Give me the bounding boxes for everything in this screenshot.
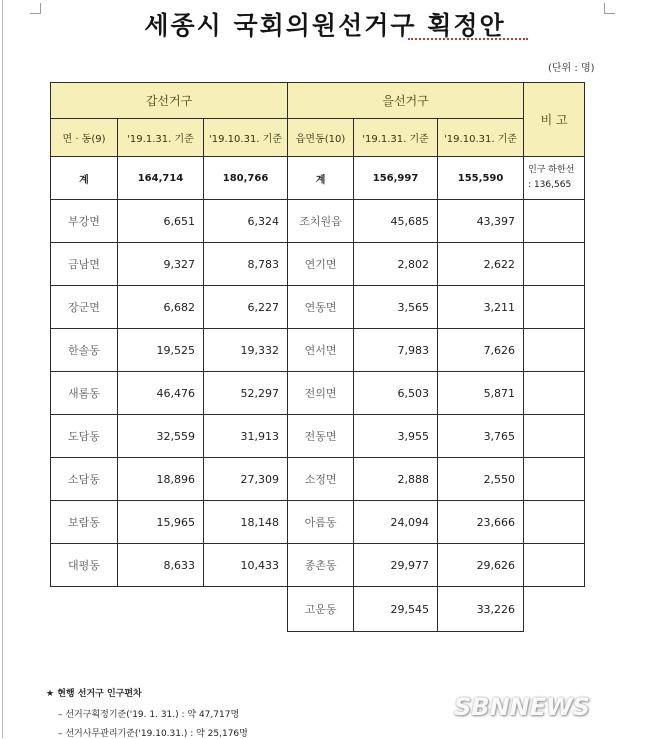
district-b-oct: 33,226: [438, 587, 524, 632]
district-b-jan: 45,685: [354, 200, 438, 243]
district-a-name: 소담동: [51, 458, 118, 501]
district-a-jan: 6,651: [118, 200, 204, 243]
district-a-oct: 19,332: [204, 329, 288, 372]
footnote-line2: – 선거사무관리기준('19.10.31.) : 약 25,176명: [58, 729, 248, 739]
district-b-oct: 23,666: [438, 501, 524, 544]
footnote-title: ★ 현행 선거구 인구편차: [46, 689, 142, 699]
remarks-cell: [524, 286, 585, 329]
spellcheck-underline: [408, 38, 528, 40]
district-a-jan: 18,896: [118, 458, 204, 501]
district-b-name: 소정면: [288, 458, 354, 501]
remarks-cell: [524, 243, 585, 286]
district-a-name: 새롬동: [51, 372, 118, 415]
col-header: '19.10.31. 기준: [204, 119, 288, 157]
district-b-name: 연동면: [288, 286, 354, 329]
district-a-jan: 6,682: [118, 286, 204, 329]
district-b-oct: 2,622: [438, 243, 524, 286]
group-a-header: 갑선거구: [51, 83, 288, 119]
district-b-name: 고운동: [288, 587, 354, 632]
district-b-name: 연기면: [288, 243, 354, 286]
note-line2: : 136,565: [528, 180, 572, 190]
district-a-name: 장군면: [51, 286, 118, 329]
remarks-cell: [524, 415, 585, 458]
table-row: [51, 415, 585, 458]
district-a-name: 보람동: [51, 501, 118, 544]
total-label-a: 계: [51, 157, 118, 200]
col-header: '19.1.31. 기준: [118, 119, 204, 157]
empty-cell: [118, 587, 204, 632]
document-title: 세종시 국회의원선거구 획정안: [144, 11, 506, 40]
population-floor-note: [524, 157, 585, 200]
remarks-header: 비 고: [524, 83, 585, 157]
district-a-oct: 10,433: [204, 544, 288, 587]
remarks-cell: [524, 458, 585, 501]
col-header: '19.10.31. 기준: [438, 119, 524, 157]
district-a-name: 금남면: [51, 243, 118, 286]
district-b-name: 아름동: [288, 501, 354, 544]
note-line1: 인구 하한선: [528, 165, 575, 175]
remarks-cell: [524, 372, 585, 415]
district-a-oct: 27,309: [204, 458, 288, 501]
district-a-jan: 15,965: [118, 501, 204, 544]
table-row: [51, 587, 585, 632]
district-b-name: 종촌동: [288, 544, 354, 587]
district-b-oct: 3,765: [438, 415, 524, 458]
district-a-oct: 18,148: [204, 501, 288, 544]
table-row: [51, 372, 585, 415]
remarks-cell: [524, 501, 585, 544]
district-b-oct: 5,871: [438, 372, 524, 415]
district-b-jan: 29,545: [354, 587, 438, 632]
remarks-cell: [524, 329, 585, 372]
table-row: [51, 329, 585, 372]
table-row: [51, 501, 585, 544]
col-header: 읍면동(10): [288, 119, 354, 157]
total-a-oct: 180,766: [204, 157, 288, 200]
table-row: [51, 200, 585, 243]
district-b-oct: 43,397: [438, 200, 524, 243]
district-b-name: 연서면: [288, 329, 354, 372]
group-b-header: 을선거구: [288, 83, 524, 119]
district-a-jan: 19,525: [118, 329, 204, 372]
district-a-name: 도담동: [51, 415, 118, 458]
district-a-oct: 8,783: [204, 243, 288, 286]
district-a-oct: 52,297: [204, 372, 288, 415]
total-b-oct: 155,590: [438, 157, 524, 200]
district-a-name: 한솔동: [51, 329, 118, 372]
unit-label: (단위 : 명): [548, 63, 595, 74]
district-a-name: 대평동: [51, 544, 118, 587]
district-b-jan: 3,955: [354, 415, 438, 458]
empty-cell: [524, 587, 585, 632]
remarks-cell: [524, 200, 585, 243]
district-b-oct: 7,626: [438, 329, 524, 372]
district-b-oct: 29,626: [438, 544, 524, 587]
district-b-oct: 3,211: [438, 286, 524, 329]
district-a-oct: 6,227: [204, 286, 288, 329]
district-b-jan: 29,977: [354, 544, 438, 587]
district-b-name: 전동면: [288, 415, 354, 458]
total-b-jan: 156,997: [354, 157, 438, 200]
district-a-name: 부강면: [51, 200, 118, 243]
district-a-jan: 46,476: [118, 372, 204, 415]
empty-cell: [51, 587, 118, 632]
remarks-cell: [524, 544, 585, 587]
district-b-jan: 7,983: [354, 329, 438, 372]
watermark-logo: SBNNEWS: [454, 693, 590, 721]
district-b-oct: 2,550: [438, 458, 524, 501]
district-a-oct: 6,324: [204, 200, 288, 243]
district-a-jan: 8,633: [118, 544, 204, 587]
total-row: [51, 157, 585, 200]
district-table: [50, 82, 585, 632]
total-label-b: 계: [288, 157, 354, 200]
district-b-jan: 24,094: [354, 501, 438, 544]
district-a-oct: 31,913: [204, 415, 288, 458]
district-b-jan: 6,503: [354, 372, 438, 415]
district-a-jan: 32,559: [118, 415, 204, 458]
district-b-name: 조치원읍: [288, 200, 354, 243]
page-edge: [2, 0, 3, 738]
table-row: [51, 458, 585, 501]
district-b-jan: 3,565: [354, 286, 438, 329]
table-row: [51, 286, 585, 329]
total-a-jan: 164,714: [118, 157, 204, 200]
empty-cell: [204, 587, 288, 632]
district-a-jan: 9,327: [118, 243, 204, 286]
district-b-jan: 2,888: [354, 458, 438, 501]
table-row: [51, 544, 585, 587]
col-header: 면 · 동(9): [51, 119, 118, 157]
footnote-line1: – 선거구획정기준('19. 1. 31.) : 약 47,717명: [58, 710, 240, 720]
district-b-name: 전의면: [288, 372, 354, 415]
table-row: [51, 243, 585, 286]
district-b-jan: 2,802: [354, 243, 438, 286]
col-header: '19.1.31. 기준: [354, 119, 438, 157]
